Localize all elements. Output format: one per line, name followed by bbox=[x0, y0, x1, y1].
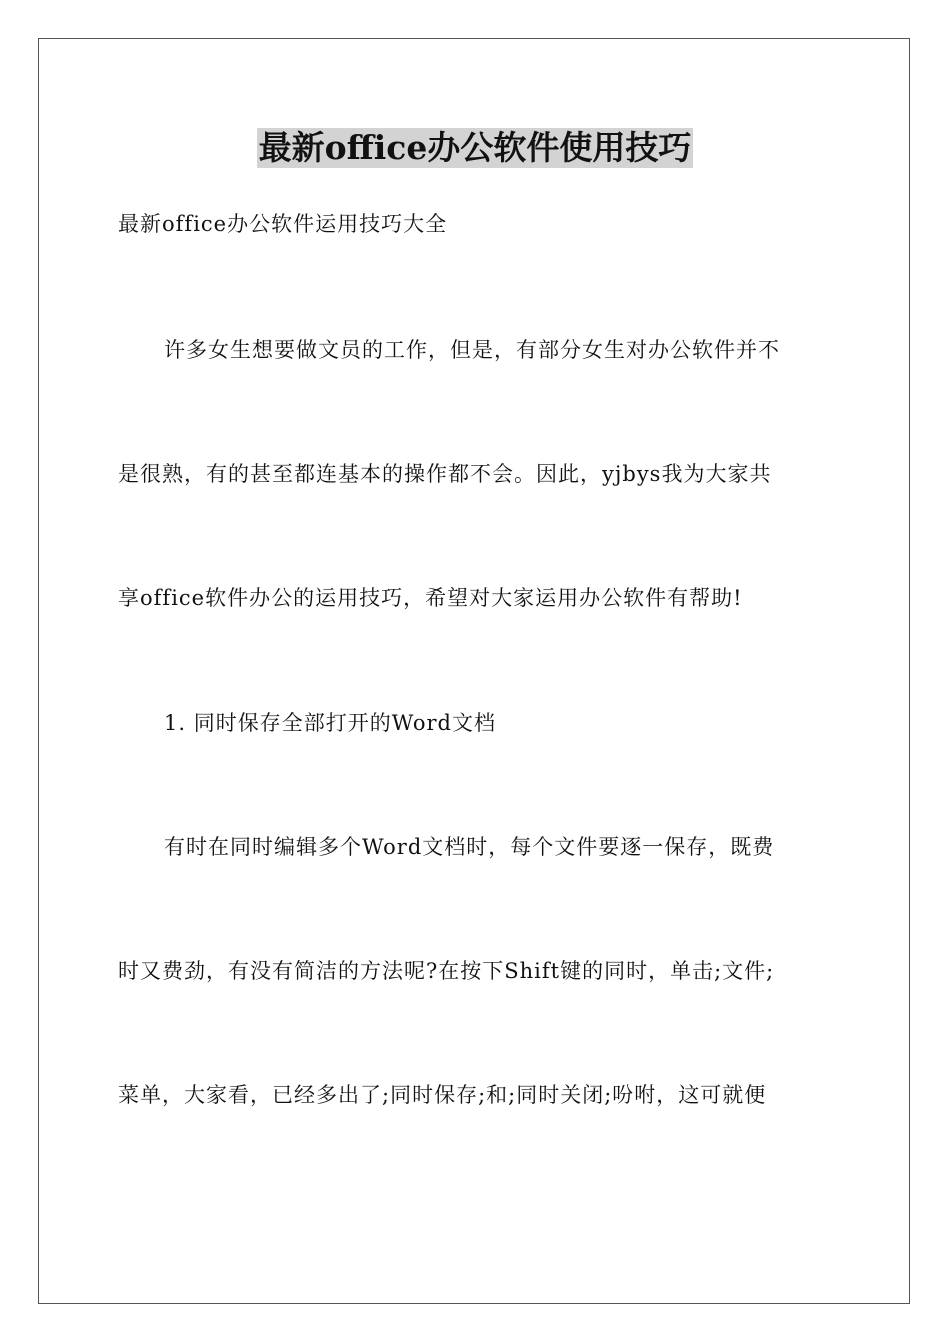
paragraph-line: 是很熟，有的甚至都连基本的操作都不会。因此，yjbys我为大家共 bbox=[118, 462, 772, 486]
document-title: 最新office办公软件使用技巧 bbox=[258, 128, 692, 167]
title-container bbox=[0, 128, 950, 168]
paragraph-line: 时又费劲，有没有简洁的方法呢?在按下Shift键的同时，单击;文件; bbox=[118, 959, 775, 983]
paragraph-line: 有时在同时编辑多个Word文档时，每个文件要逐一保存，既费 bbox=[164, 835, 775, 859]
document-subtitle: 最新office办公软件运用技巧大全 bbox=[118, 212, 448, 236]
paragraph-line: 享office软件办公的运用技巧，希望对大家运用办公软件有帮助! bbox=[118, 586, 743, 610]
section-heading: 1. 同时保存全部打开的Word文档 bbox=[164, 711, 496, 735]
paragraph-line: 菜单，大家看，已经多出了;同时保存;和;同时关闭;吩咐，这可就便 bbox=[118, 1083, 767, 1107]
paragraph-line: 许多女生想要做文员的工作，但是，有部分女生对办公软件并不 bbox=[164, 338, 780, 362]
